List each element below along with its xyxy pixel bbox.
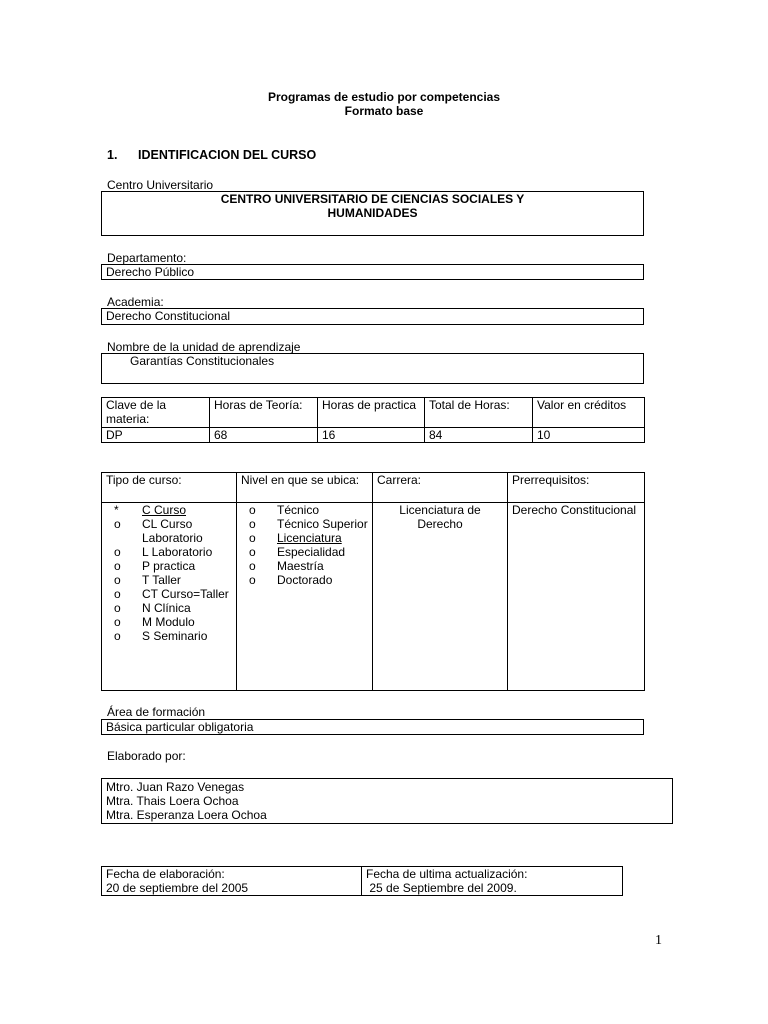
fechas-table [101, 866, 623, 896]
list-item: o Maestría [249, 559, 324, 573]
departamento-box [101, 264, 644, 280]
prerrequisitos-cell: Derecho Constitucional [508, 503, 645, 691]
list-item: o P practica [114, 559, 196, 573]
horas-header-cell: Total de Horas: [425, 398, 533, 428]
elaborado-box [101, 778, 673, 824]
curso-header-row [102, 473, 645, 503]
horas-value-cell: 10 [533, 428, 645, 443]
list-item: o Especialidad [249, 545, 346, 559]
author-name: Mtra. Thais Loera Ochoa [106, 794, 239, 808]
fecha-elaboracion-value: 20 de septiembre del 2005 [106, 881, 249, 895]
area-value: Básica particular obligatoria [106, 720, 254, 734]
list-item: o T Taller [114, 573, 181, 587]
document-subtitle: Formato base [344, 104, 424, 118]
list-item: o S Seminario [114, 629, 208, 643]
departamento-label: Departamento: [107, 251, 187, 265]
horas-header-cell: Horas de Teoría: [210, 398, 318, 428]
unidad-label: Nombre de la unidad de aprendizaje [107, 340, 301, 354]
nivel-list [241, 503, 368, 587]
fecha-elaboracion-cell [102, 867, 362, 896]
page-number: 1 [655, 933, 662, 948]
centro-line2: HUMANIDADES [327, 206, 418, 220]
prerrequisitos-header: Prerrequisitos: [508, 473, 645, 503]
centro-line1: CENTRO UNIVERSITARIO DE CIENCIAS SOCIALES Y [220, 192, 525, 206]
nivel-cell [237, 503, 373, 691]
academia-label: Academia: [107, 295, 164, 309]
horas-header-cell: Valor en créditos [533, 398, 645, 428]
fecha-elaboracion-label: Fecha de elaboración: [106, 867, 225, 881]
academia-box [101, 308, 644, 325]
author-name: Mtro. Juan Razo Venegas [106, 780, 245, 794]
list-item: o Técnico Superior [249, 517, 368, 531]
unidad-box [101, 353, 644, 384]
horas-value-cell: DP [102, 428, 210, 443]
curso-body-row [102, 503, 645, 691]
area-label: Área de formación [107, 705, 206, 719]
section-number: 1. [107, 148, 118, 162]
fechas-row [102, 867, 623, 896]
list-item: o Doctorado [249, 573, 333, 587]
tipo-list [106, 503, 232, 643]
unidad-value: Garantías Constitucionales [130, 354, 275, 368]
carrera-header: Carrera: [373, 473, 508, 503]
list-item: o CT Curso=Taller [114, 587, 229, 601]
horas-header-row [102, 398, 645, 428]
list-item: * C Curso [114, 503, 187, 517]
carrera-cell: Licenciatura de Derecho [373, 503, 508, 691]
horas-value-cell: 84 [425, 428, 533, 443]
list-item: o L Laboratorio [114, 545, 213, 559]
horas-table [101, 397, 645, 443]
academia-value: Derecho Constitucional [106, 309, 231, 323]
section-title: IDENTIFICACION DEL CURSO [138, 148, 317, 162]
list-item: o N Clínica [114, 601, 191, 615]
list-item: o Técnico [249, 503, 320, 517]
horas-value-row [102, 428, 645, 443]
document-title: Programas de estudio por competencias [267, 90, 501, 104]
author-name: Mtra. Esperanza Loera Ochoa [106, 808, 267, 822]
fecha-actualizacion-label: Fecha de ultima actualización: [366, 867, 528, 881]
horas-value-cell: 16 [318, 428, 425, 443]
centro-box [101, 191, 644, 236]
elaborado-label: Elaborado por: [107, 749, 186, 763]
list-item: o M Modulo [114, 615, 195, 629]
horas-value-cell: 68 [210, 428, 318, 443]
list-item: o CL Curso Laboratorio [114, 517, 203, 545]
list-item: o Licenciatura [249, 531, 342, 545]
tipo-cell [102, 503, 237, 691]
horas-header-cell: Horas de practica [318, 398, 425, 428]
fecha-actualizacion-value: 25 de Septiembre del 2009. [366, 881, 517, 895]
curso-table [101, 472, 645, 691]
nivel-header: Nivel en que se ubica: [237, 473, 373, 503]
horas-header-cell: Clave de la materia: [102, 398, 210, 428]
area-box [101, 719, 644, 735]
fecha-actualizacion-cell [362, 867, 623, 896]
departamento-value: Derecho Público [106, 265, 195, 279]
centro-label: Centro Universitario [107, 178, 214, 192]
tipo-header: Tipo de curso: [102, 473, 237, 503]
